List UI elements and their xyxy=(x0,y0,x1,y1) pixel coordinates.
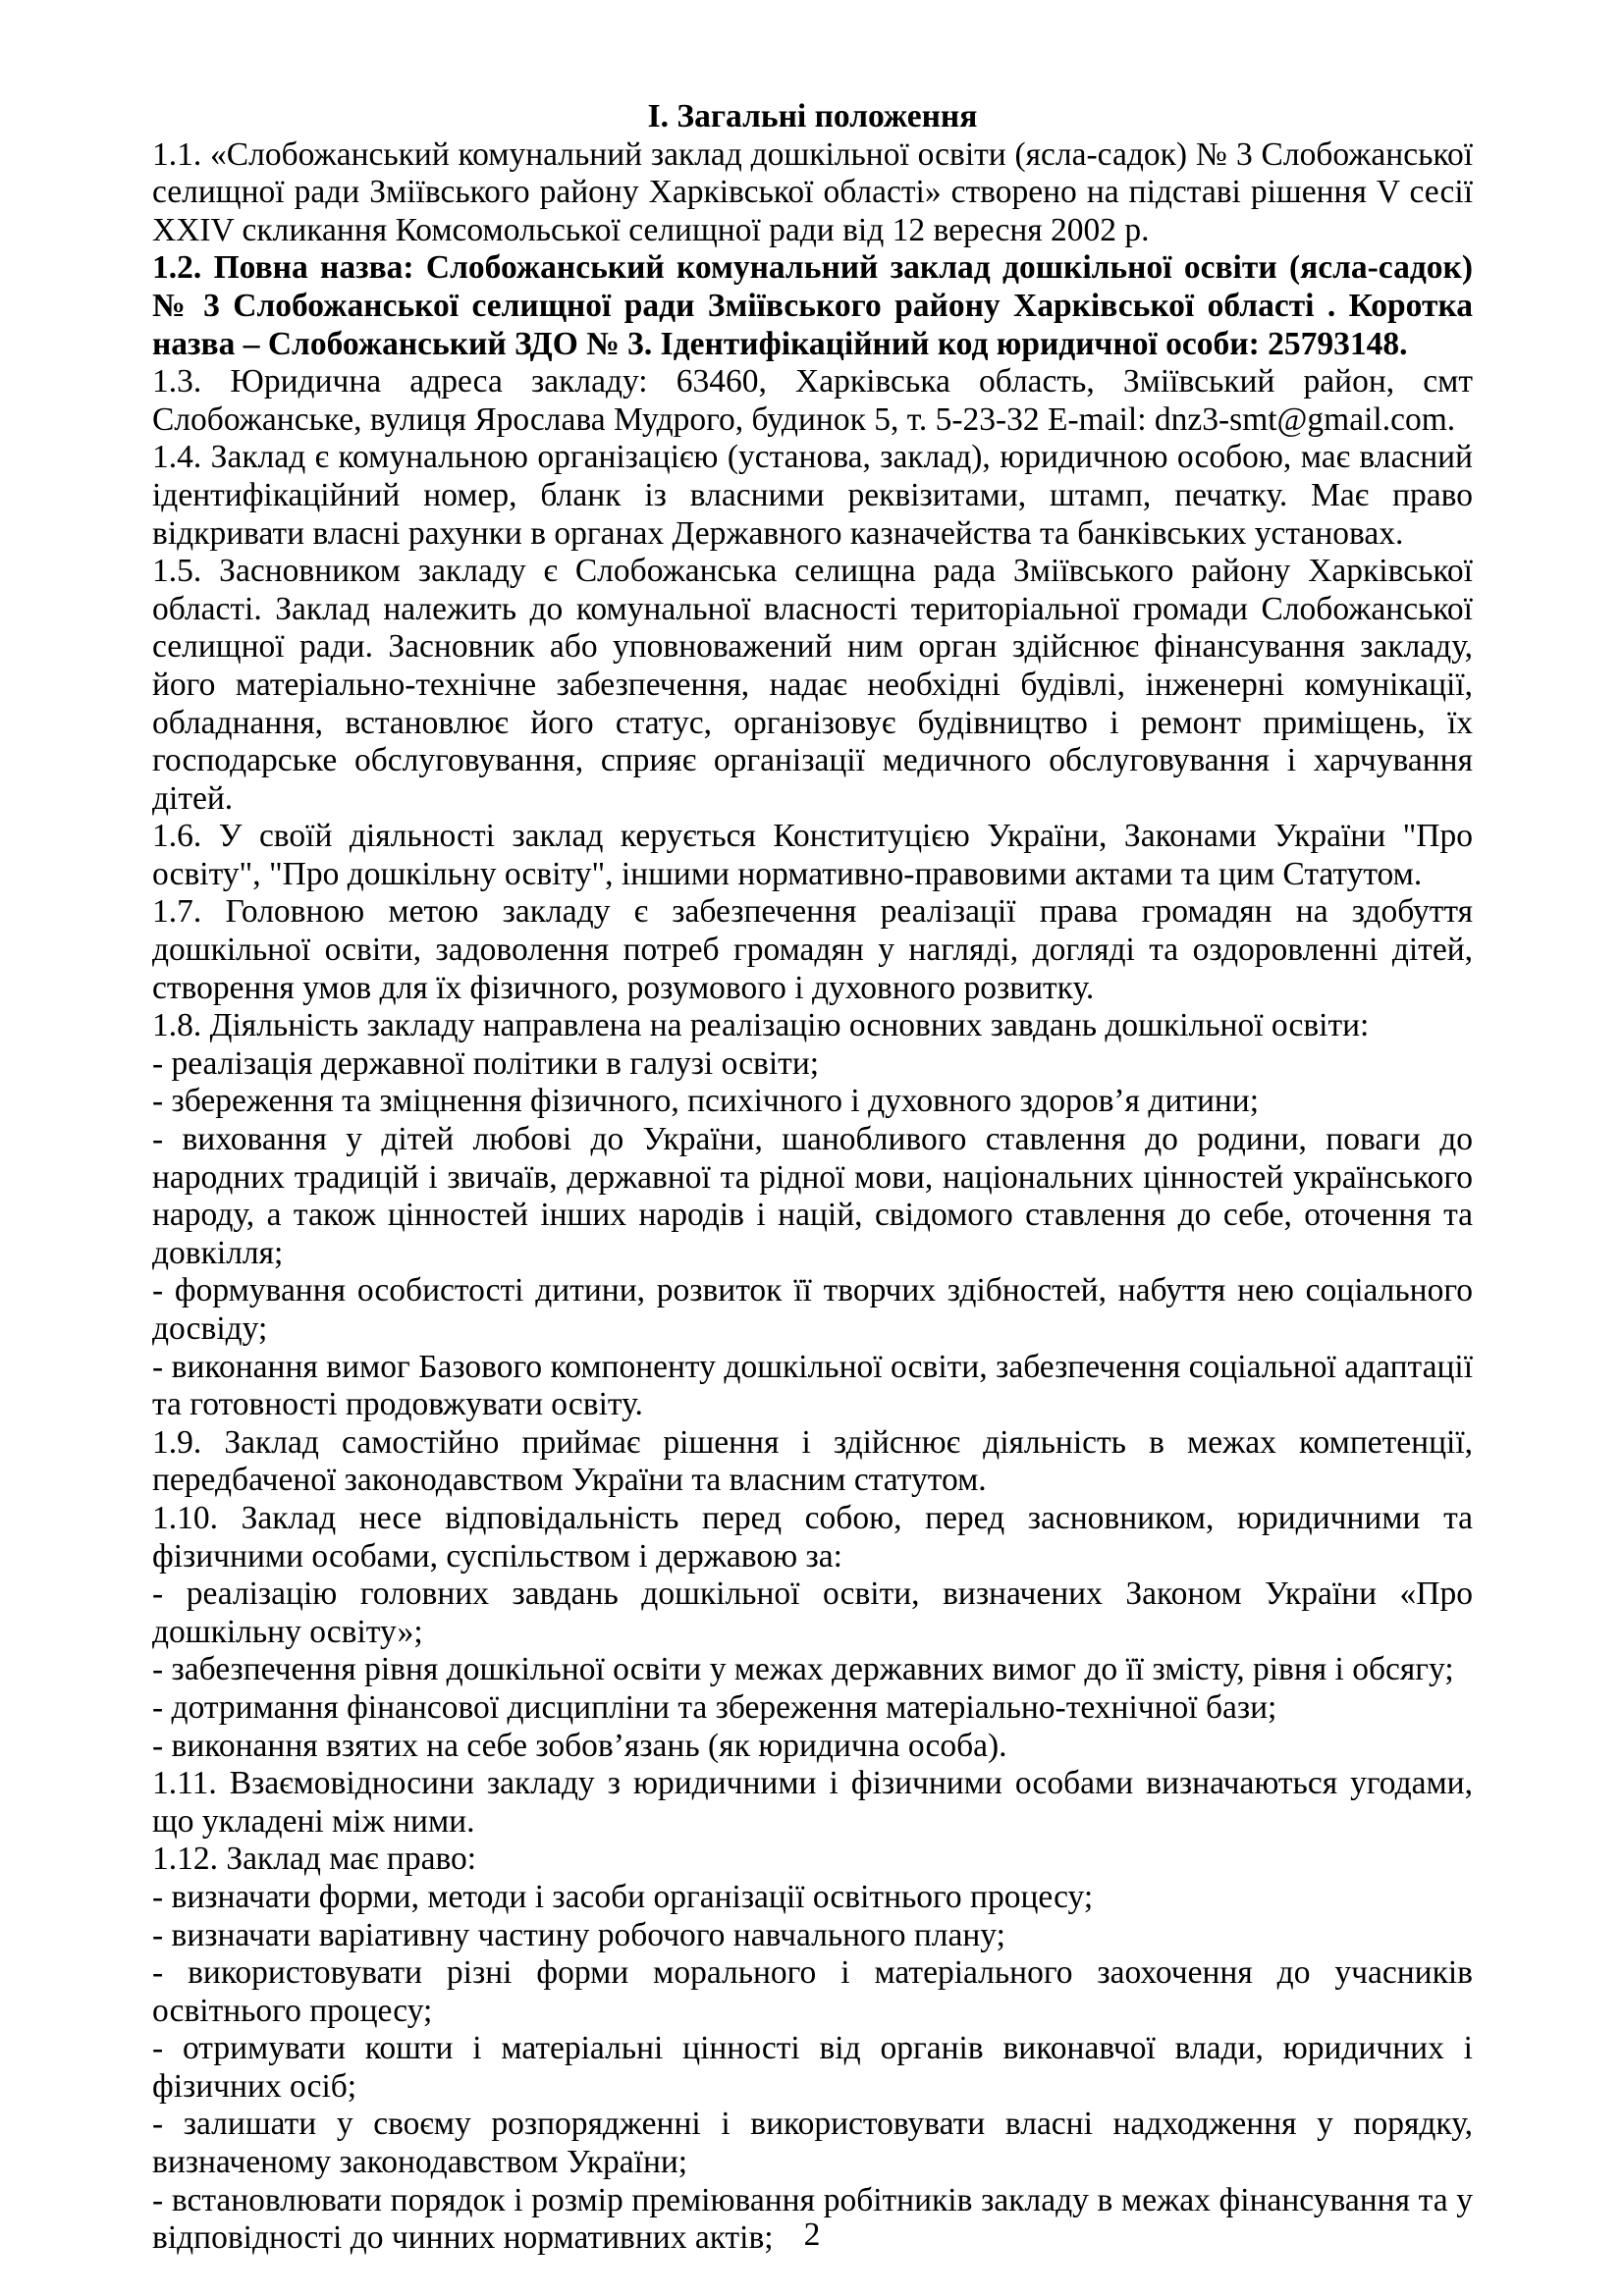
paragraph: 1.8. Діяльність закладу направлена на реалізацію основних завдань дошкільної освіти: xyxy=(152,1007,1370,1044)
paragraph: 1.4. Заклад є комунальною організацією (установа, заклад), юридичною особою, має власний ідентифікаційний номер, бланк із власними реквізитами, штамп, печатку. Має право відкривати власні рахунки в органах Державного казначейства та банківських установах. xyxy=(152,439,1473,552)
paragraph: 1.3. Юридична адреса закладу: 63460, Харківська область, Зміївський район, смт Слобожанське, вулиця Ярослава Мудрого, будинок 5, т. 5-23-32 E-mail: dnz3-smt@gmail.com. xyxy=(152,363,1473,438)
paragraph: - дотримання фінансової дисципліни та збереження матеріально-технічної бази; xyxy=(152,1688,1277,1726)
document-page xyxy=(152,98,1473,2258)
paragraph: 1.9. Заклад самостійно приймає рішення і здійснює діяльність в межах компетенції, передбаченої законодавством України та власним статутом. xyxy=(152,1423,1473,1499)
paragraph: 1.6. У своїй діяльності заклад керується Конституцією України, Законами України "Про освіту", "Про дошкільну освіту", іншими нормативно-правовими актами та цим Статутом. xyxy=(152,818,1473,892)
paragraph: - виконання взятих на себе зобов’язань (як юридична особа). xyxy=(152,1727,1007,1764)
paragraph: - реалізація державної політики в галузі освіти; xyxy=(152,1044,820,1082)
paragraph: 1.12. Заклад має право: xyxy=(152,1841,477,1878)
paragraph: 1.7. Головною метою закладу є забезпечення реалізації права громадян на здобуття дошкільної освіти, задоволення потреб громадян у нагляді, догляді та оздоровленні дітей, створення умов для їх фізичного, розумового і духовного розвитку. xyxy=(152,893,1473,1006)
paragraph: 1.5. Засновником закладу є Слобожанська селищна рада Зміївського району Харківської області. Заклад належить до комунальної власності територіальної громади Слобожанської селищної ради. Засновник або уповноважений ним орган здійснює фінансування закладу, його матеріально-технічне забезпечення, надає необхідні будівлі, інженерні комунікації, обладнання, встановлює його статус, організовує будівництво і ремонт приміщень, їх господарське обслуговування, сприяє організації медичного обслуговування і харчування дітей. xyxy=(152,553,1473,817)
document-body xyxy=(152,136,1473,2258)
paragraph: - встановлювати порядок і розмір преміювання робітників закладу в межах фінансування та у відповідності до чинних нормативних актів; xyxy=(152,2181,1473,2257)
paragraph: - виконання вимог Базового компоненту дошкільної освіти, забезпечення соціальної адаптації та готовності продовжувати освіту. xyxy=(152,1348,1473,1423)
paragraph: - отримувати кошти і матеріальні цінності від органів виконавчої влади, юридичних і фізичних осіб; xyxy=(152,2030,1473,2105)
paragraph: - забезпечення рівня дошкільної освіти у межах державних вимог до її змісту, рівня і обсягу; xyxy=(152,1651,1454,1688)
paragraph: - реалізацію головних завдань дошкільної освіти, визначених Законом України «Про дошкільну освіту»; xyxy=(152,1575,1473,1650)
paragraph: 1.2. Повна назва: Слобожанський комунальний заклад дошкільної освіти (ясла-садок) № 3 Слобожанської селищної ради Зміївського району Харківської області . Коротка назва – Слобожанський ЗДО № 3. Ідентифікаційний код юридичної особи: 25793148. xyxy=(152,249,1473,362)
paragraph: - визначати варіативну частину робочого навчального плану; xyxy=(152,1916,1005,1953)
paragraph: - збереження та зміцнення фізичного, психічного і духовного здоров’я дитини; xyxy=(152,1083,1260,1120)
paragraph: - формування особистості дитини, розвиток її творчих здібностей, набуття нею соціального досвіду; xyxy=(152,1272,1473,1347)
paragraph: 1.10. Заклад несе відповідальність перед собою, перед засновником, юридичними та фізичними особами, суспільством і державою за: xyxy=(152,1499,1473,1575)
paragraph: - виховання у дітей любові до України, шанобливого ставлення до родини, поваги до народних традицій і звичаїв, державної та рідної мови, національних цінностей українського народу, а також цінностей інших народів і націй, свідомого ставлення до себе, оточення та довкілля; xyxy=(152,1121,1473,1271)
paragraph: - залишати у своєму розпорядженні і використовувати власні надходження у порядку, визначеному законодавством України; xyxy=(152,2106,1473,2181)
paragraph: 1.1. «Слобожанський комунальний заклад дошкільної освіти (ясла-садок) № 3 Слобожанської селищної ради Зміївського району Харківської області» створено на підставі рішення V сесії XXIV скликання Комсомольської селищної ради від 12 вересня 2002 р. xyxy=(152,135,1473,248)
paragraph: - визначати форми, методи і засоби організації освітнього процесу; xyxy=(152,1878,1094,1915)
paragraph: 1.11. Взаємовідносини закладу з юридичними і фізичними особами визначаються угодами, що укладені між ними. xyxy=(152,1765,1473,1840)
paragraph: - використовувати різні форми морального і матеріального заохочення до учасників освітнього процесу; xyxy=(152,1954,1473,2029)
section-title: І. Загальні положення xyxy=(647,98,978,134)
page-number: 2 xyxy=(803,2216,821,2253)
